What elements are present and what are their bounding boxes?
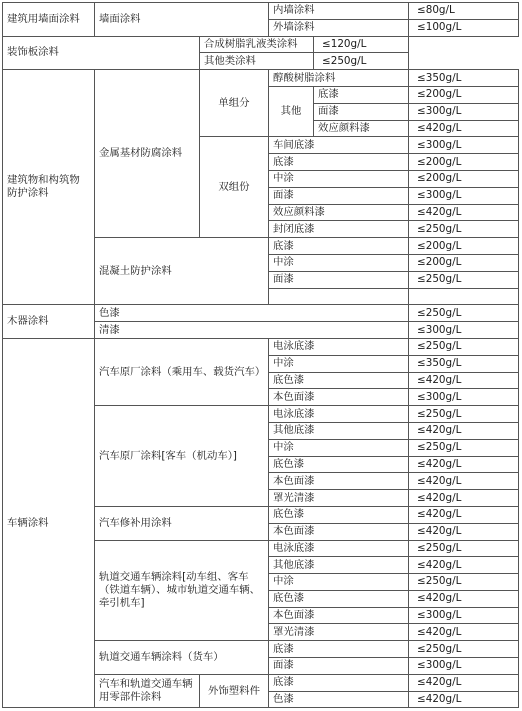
category-cell: 本色面漆 [269, 389, 409, 406]
voc-limit-cell: ≤80g/L [409, 3, 519, 20]
category-cell: 面漆 [269, 187, 409, 204]
category-cell: 底漆 [269, 238, 409, 255]
category-cell: 底漆 [314, 86, 409, 103]
voc-limit-cell: ≤300g/L [409, 322, 519, 339]
category-cell: 混凝土防护涂料 [95, 238, 269, 305]
voc-limit-cell: ≤420g/L [409, 372, 519, 389]
category-cell: 建筑物和构筑物防护涂料 [3, 70, 95, 305]
category-cell: 底漆 [269, 641, 409, 658]
voc-limit-cell: ≤350g/L [409, 355, 519, 372]
component-type-cell: 其他 [269, 86, 314, 136]
category-cell: 罩光清漆 [269, 624, 409, 641]
category-cell: 墙面涂料 [95, 3, 269, 37]
category-cell: 醇酸树脂涂料 [269, 70, 409, 87]
category-cell: 封闭底漆 [269, 221, 409, 238]
table-row [3, 305, 519, 322]
voc-limit-cell: ≤250g/L [409, 271, 519, 288]
voc-limit-cell: ≤420g/L [409, 204, 519, 221]
voc-limit-cell: ≤250g/L [314, 53, 409, 70]
category-cell: 底色漆 [269, 590, 409, 607]
table-row [3, 70, 519, 87]
voc-limit-cell: ≤420g/L [409, 456, 519, 473]
category-cell: 电泳底漆 [269, 406, 409, 423]
voc-limit-cell: ≤420g/L [409, 506, 519, 523]
category-cell: 外墙涂料 [269, 19, 409, 36]
voc-limit-cell: ≤420g/L [409, 624, 519, 641]
voc-limit-cell: ≤300g/L [409, 389, 519, 406]
voc-limit-cell: ≤200g/L [409, 170, 519, 187]
category-cell: 效应颜料漆 [314, 120, 409, 137]
category-cell: 面漆 [314, 103, 409, 120]
voc-limit-cell: ≤250g/L [409, 305, 519, 322]
voc-limit-cell: ≤300g/L [409, 607, 519, 624]
category-cell [269, 288, 409, 305]
voc-limit-cell: ≤200g/L [409, 154, 519, 171]
voc-limit-cell: ≤420g/L [409, 523, 519, 540]
category-cell: 汽车原厂涂料[客车（机动车）] [95, 406, 269, 507]
category-cell: 合成树脂乳液类涂料 [200, 36, 314, 53]
category-cell: 本色面漆 [269, 473, 409, 490]
voc-limit-cell: ≤420g/L [409, 691, 519, 708]
category-cell: 车辆涂料 [3, 338, 95, 708]
category-cell: 中涂 [269, 254, 409, 271]
category-cell: 中涂 [269, 574, 409, 591]
category-cell: 本色面漆 [269, 607, 409, 624]
category-cell: 中涂 [269, 170, 409, 187]
category-cell: 汽车原厂涂料（乘用车、载货汽车） [95, 338, 269, 405]
table-row [3, 3, 519, 20]
voc-limit-cell: ≤120g/L [314, 36, 409, 53]
table-row [3, 338, 519, 355]
component-type-cell: 双组份 [200, 137, 269, 238]
category-cell: 轨道交通车辆涂料[动车组、客车（铁道车辆）、城市轨道交通车辆、牵引机车] [95, 540, 269, 641]
category-cell: 色漆 [269, 691, 409, 708]
voc-limit-cell: ≤250g/L [409, 338, 519, 355]
voc-limit-cell: ≤200g/L [409, 86, 519, 103]
category-cell: 中涂 [269, 439, 409, 456]
voc-limit-cell: ≤250g/L [409, 641, 519, 658]
category-cell: 装饰板涂料 [3, 36, 200, 70]
component-type-cell: 外饰塑料件 [200, 674, 269, 708]
voc-limit-cell: ≤300g/L [409, 187, 519, 204]
table-row [3, 36, 519, 53]
category-cell: 底漆 [269, 674, 409, 691]
voc-limit-cell: ≤420g/L [409, 422, 519, 439]
voc-limit-cell: ≤250g/L [409, 406, 519, 423]
category-cell: 金属基材防腐涂料 [95, 70, 200, 238]
category-cell: 本色面漆 [269, 523, 409, 540]
voc-limit-cell: ≤420g/L [409, 590, 519, 607]
voc-limit-cell: ≤420g/L [409, 473, 519, 490]
category-cell: 面漆 [269, 658, 409, 675]
voc-limit-cell: ≤300g/L [409, 658, 519, 675]
component-type-cell: 单组分 [200, 70, 269, 137]
category-cell: 中涂 [269, 355, 409, 372]
category-cell: 底色漆 [269, 372, 409, 389]
category-cell: 其他类涂料 [200, 53, 314, 70]
voc-limit-cell: ≤420g/L [409, 674, 519, 691]
category-cell: 其他底漆 [269, 422, 409, 439]
voc-limit-cell: ≤200g/L [409, 238, 519, 255]
voc-limit-cell: ≤300g/L [409, 137, 519, 154]
voc-limit-cell [409, 288, 519, 305]
category-cell: 清漆 [95, 322, 409, 339]
voc-limits-table [2, 2, 519, 708]
voc-limit-cell: ≤250g/L [409, 221, 519, 238]
voc-limit-cell: ≤420g/L [409, 557, 519, 574]
category-cell: 底色漆 [269, 506, 409, 523]
category-cell: 汽车修补用涂料 [95, 506, 269, 540]
category-cell: 内墙涂料 [269, 3, 409, 20]
voc-limit-cell: ≤200g/L [409, 254, 519, 271]
category-cell: 其他底漆 [269, 557, 409, 574]
voc-limit-cell: ≤250g/L [409, 540, 519, 557]
voc-limit-cell: ≤420g/L [409, 120, 519, 137]
category-cell: 色漆 [95, 305, 409, 322]
category-cell: 车间底漆 [269, 137, 409, 154]
voc-limit-cell: ≤350g/L [409, 70, 519, 87]
voc-limit-cell: ≤100g/L [409, 19, 519, 36]
category-cell: 木器涂料 [3, 305, 95, 339]
voc-limit-cell: ≤420g/L [409, 490, 519, 507]
category-cell: 汽车和轨道交通车辆用零部件涂料 [95, 674, 200, 708]
category-cell: 底色漆 [269, 456, 409, 473]
voc-limit-cell: ≤250g/L [409, 574, 519, 591]
category-cell: 面漆 [269, 271, 409, 288]
category-cell: 电泳底漆 [269, 338, 409, 355]
category-cell: 效应颜料漆 [269, 204, 409, 221]
voc-table-body [3, 3, 519, 708]
category-cell: 罩光清漆 [269, 490, 409, 507]
category-cell: 建筑用墙面涂料 [3, 3, 95, 37]
voc-limit-cell: ≤300g/L [409, 103, 519, 120]
category-cell: 底漆 [269, 154, 409, 171]
category-cell: 轨道交通车辆涂料（货车） [95, 641, 269, 675]
voc-limit-cell: ≤250g/L [409, 439, 519, 456]
category-cell: 电泳底漆 [269, 540, 409, 557]
